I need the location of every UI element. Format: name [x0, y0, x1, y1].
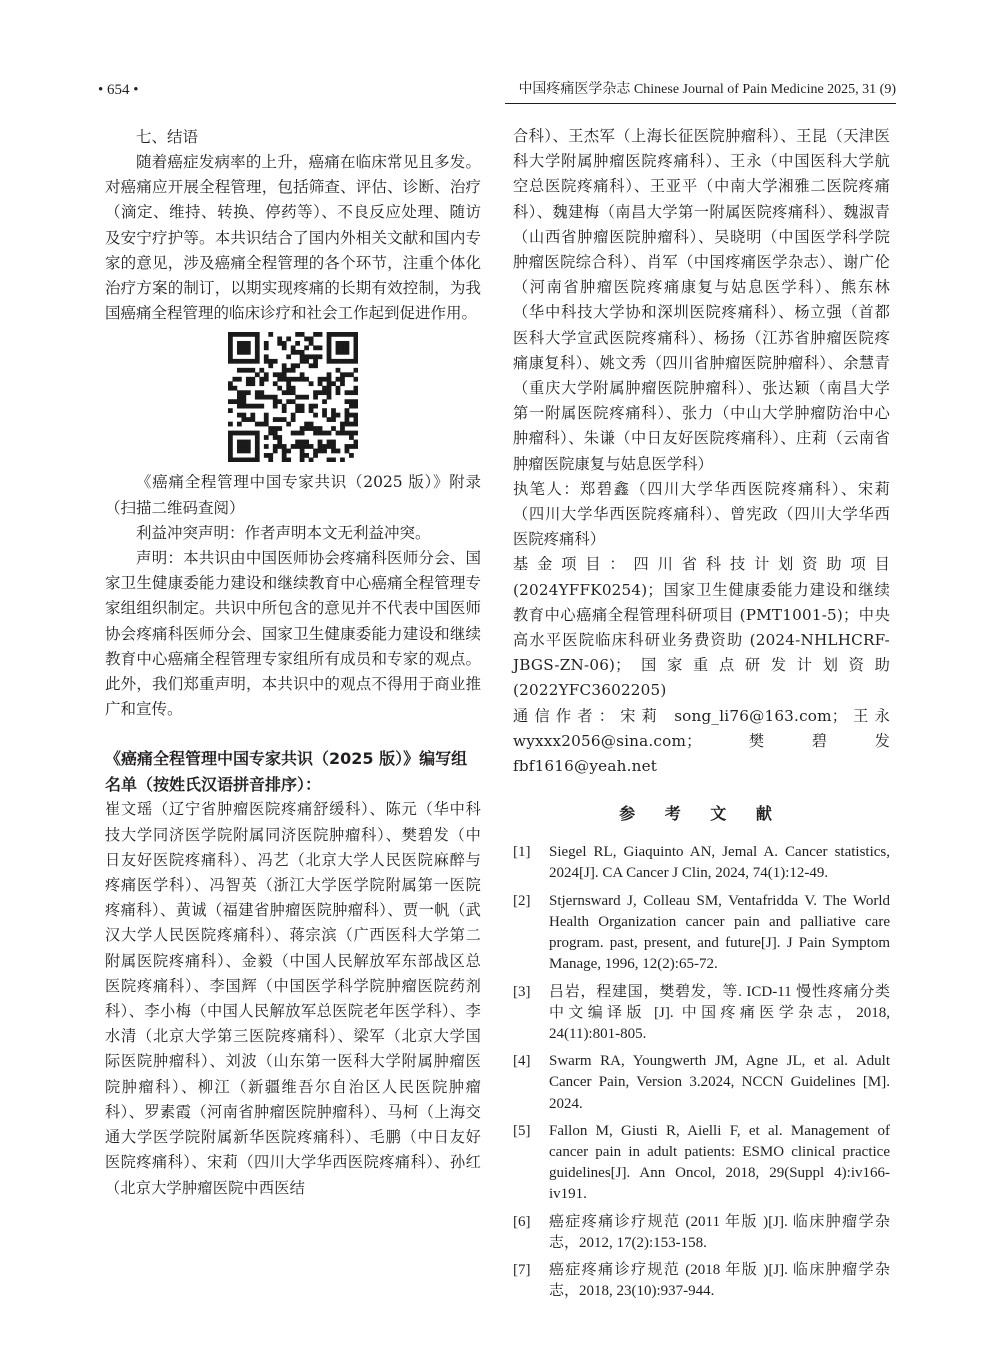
left-column: [105, 124, 481, 1201]
correspondence: 通信作者：宋莉 song_li76@163.com；王永 wyxxx2056@sina.com；樊碧发 fbf1616@yeah.net: [513, 706, 890, 776]
reference-item: [513, 1260, 890, 1302]
reference-number: [5]: [513, 1122, 531, 1139]
committee-members-continued: 合科）、王杰军（上海长征医院肿瘤科）、王昆（天津医科大学附属肿瘤医院疼痛科）、王永（中国医科大学航空总医院疼痛科）、王亚平（中南大学湘雅二医院疼痛科）、魏建梅（南昌大学第一附属医院疼痛科）、魏淑青（山西省肿瘤医院肿瘤科）、吴晓明（中国医学科学院肿瘤医院综合科）、肖军（中国疼痛医学杂志）、谢广伦（河南省肿瘤医院疼痛康复与姑息医学科）、熊东林（华中科技大学协和深圳医院疼痛科）、杨立强（首都医科大学宣武医院疼痛科）、杨扬（江苏省肿瘤医院疼痛康复科）、姚文秀（四川省肿瘤医院肿瘤科）、余慧青（重庆大学附属肿瘤医院肿瘤科）、张达颖（南昌大学第一附属医院疼痛科）、张力（中山大学肿瘤防治中心肿瘤科）、朱谦（中日友好医院疼痛科）、庄莉（云南省肿瘤医院康复与姑息医学科）: [513, 127, 890, 473]
journal-header: 中国疼痛医学杂志 Chinese Journal of Pain Medicine 2025, 31 (9): [518, 82, 896, 97]
reference-text: Siegel RL, Giaquinto AN, Jemal A. Cancer statistics, 2024[J]. CA Cancer J Clin, 2024, 74(1):12-49.: [549, 844, 890, 882]
reference-number: [2]: [513, 892, 531, 909]
committee-members: 崔文瑶（辽宁省肿瘤医院疼痛舒缓科）、陈元（华中科技大学同济医学院附属同济医院肿瘤科）、樊碧发（中日友好医院疼痛科）、冯艺（北京大学人民医院麻醉与疼痛医学科）、冯智英（浙江大学医学院附属第一医院疼痛科）、黄诚（福建省肿瘤医院肿瘤科）、贾一帆（武汉大学人民医院疼痛科）、蒋宗滨（广西医科大学第二附属医院疼痛科）、金毅（中国人民解放军东部战区总医院疼痛科）、李国辉（中国医学科学院肿瘤医院药剂科）、李小梅（中国人民解放军总医院老年医学科）、李水清（北京大学第三医院疼痛科）、梁军（北京大学国际医院肿瘤科）、刘波（山东第一医科大学附属肿瘤医院肿瘤科）、柳江（新疆维吾尔自治区人民医院肿瘤科）、罗素霞（河南省肿瘤医院肿瘤科）、马柯（上海交通大学医学院附属新华医院疼痛科）、毛鹏（中日友好医院疼痛科）、宋莉（四川大学华西医院疼痛科）、孙红（北京大学肿瘤医院中西医结: [105, 800, 481, 1197]
reference-item: [513, 891, 890, 976]
reference-text: 癌症疼痛诊疗规范 (2011 年版 )[J]. 临床肿瘤学杂志，2012, 17(2):153-158.: [549, 1213, 890, 1251]
conflict-statement: 利益冲突声明：作者声明本文无利益冲突。: [136, 523, 431, 542]
reference-number: [6]: [513, 1213, 531, 1230]
qr-caption: 《癌痛全程管理中国专家共识（2025 版）》附录（扫描二维码查阅）: [105, 473, 481, 517]
section-heading: 七、结语: [136, 128, 199, 146]
references-title: 参 考 文 献: [619, 804, 784, 824]
qr-code-icon[interactable]: [228, 332, 358, 462]
reference-number: [4]: [513, 1053, 531, 1070]
reference-text: Swarm RA, Youngwerth JM, Agne JL, et al. Adult Cancer Pain, Version 3.2024, NCCN Guidelines [M]. 2024.: [549, 1053, 890, 1112]
reference-text: 吕岩，程建国，樊碧发，等. ICD-11 慢性疼痛分类中文编译版 [J]. 中国疼痛医学杂志，2018, 24(11):801-805.: [549, 983, 890, 1042]
reference-number: [3]: [513, 983, 531, 1000]
page-number: • 654 •: [98, 82, 139, 98]
funding: 基金项目：四川省科技计划资助项目 (2024YFFK0254)；国家卫生健康委能力建设和继续教育中心癌痛全程管理科研项目 (PMT1001-5)；中央高水平医院临床科研业务费资助 (2024-NHLHCRF-JBGS-ZN-06)；国家重点研发计划资助 (2022YFC3602205): [513, 555, 890, 700]
conclusion-paragraph: 随着癌症发病率的上升，癌痛在临床常见且多发。对癌痛应开展全程管理，包括筛查、评估、诊断、治疗（滴定、维持、转换、停药等）、不良反应处理、随访及安宁疗护等。本共识结合了国内外相关文献和国内专家的意见，涉及癌痛全程管理的各个环节，注重个体化治疗方案的制订，以期实现疼痛的长期有效控制，为我国癌痛全程管理的临床诊疗和社会工作起到促进作用。: [105, 153, 481, 323]
committee-title: 《癌痛全程管理中国专家共识（2025 版）》编写组名单（按姓氏汉语拼音排序）：: [105, 749, 468, 794]
reference-item: [513, 1212, 890, 1254]
right-column: [513, 124, 890, 1308]
reference-item: [513, 982, 890, 1046]
reference-number: [7]: [513, 1261, 531, 1278]
header-rule: [505, 103, 896, 104]
reference-text: Fallon M, Giusti R, Aielli F, et al. Management of cancer pain in adult patients: ESMO clinical practice guidelines[J]. Ann Oncol, 2018, 29(Suppl 4):iv166-iv191.: [549, 1122, 890, 1203]
reference-text: Stjernsward J, Colleau SM, Ventafridda V. The World Health Organization cancer pain and palliative care program. past, present, and future[J]. J Pain Symptom Manage, 1996, 12(2):65-72.: [549, 892, 890, 973]
reference-number: [1]: [513, 844, 531, 861]
reference-text: 癌症疼痛诊疗规范 (2018 年版 )[J]. 临床肿瘤学杂志，2018, 23(10):937-944.: [549, 1261, 890, 1300]
disclaimer-statement: 声明：本共识由中国医师协会疼痛科医师分会、国家卫生健康委能力建设和继续教育中心癌痛全程管理专家组组织制定。共识中所包含的意见并不代表中国医师协会疼痛科医师分会、国家卫生健康委能力建设和继续教育中心癌痛全程管理专家组所有成员和专家的观点。此外，我们郑重声明，本共识中的观点不得用于商业推广和宣传。: [105, 549, 481, 719]
reference-item: [513, 1051, 890, 1115]
writers: 执笔人：郑碧鑫（四川大学华西医院疼痛科）、宋莉（四川大学华西医院疼痛科）、曾宪政（四川大学华西医院疼痛科）: [513, 479, 890, 549]
reference-item: [513, 1121, 890, 1206]
reference-list: [513, 842, 890, 1302]
reference-item: [513, 842, 890, 884]
